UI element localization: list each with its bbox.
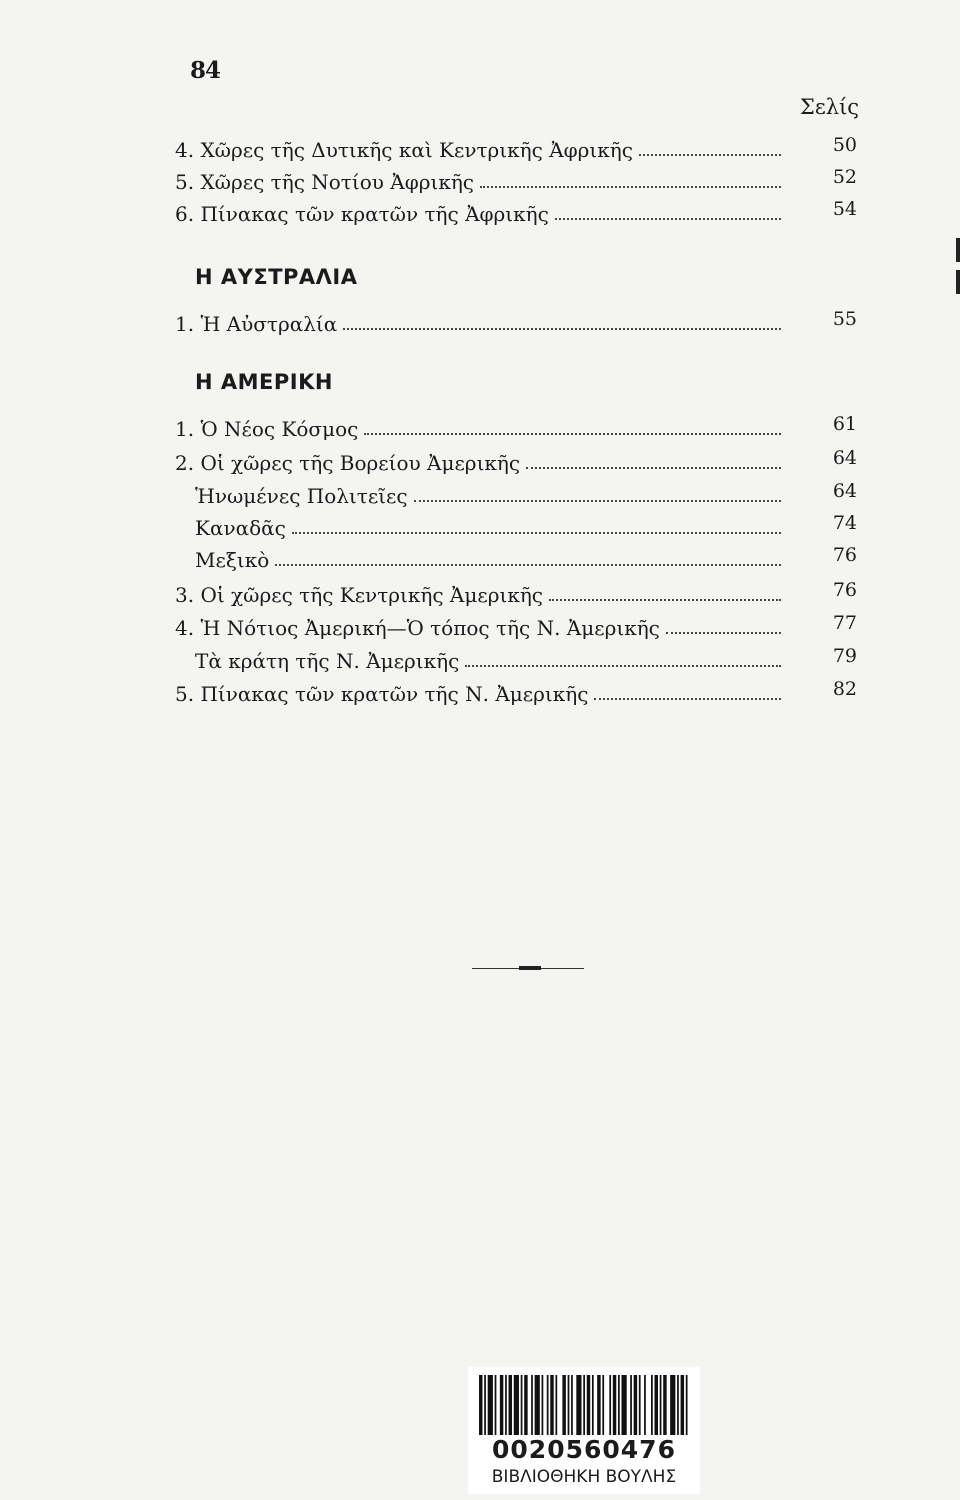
barcode-bar — [634, 1375, 637, 1435]
barcode-bar — [613, 1375, 616, 1435]
scan-edge-mark — [956, 238, 960, 262]
toc-entry — [175, 413, 857, 441]
toc-entry-page: 74 — [832, 512, 857, 534]
toc-entry-page: 82 — [832, 678, 857, 700]
barcode-bar — [686, 1375, 688, 1435]
toc-entry — [175, 308, 857, 336]
leader-dots — [343, 328, 781, 330]
toc-entry-title: Μεξικὸ — [195, 548, 270, 572]
leader-dots — [549, 599, 781, 601]
leader-dots — [364, 433, 781, 435]
toc-entry — [195, 512, 857, 540]
barcode-bar — [602, 1375, 604, 1435]
toc-entry-title: 1. Ἡ Αὐστραλία — [175, 312, 338, 336]
barcode-bar — [630, 1375, 632, 1435]
barcode-bar — [639, 1375, 641, 1435]
leader-dots — [639, 154, 781, 156]
barcode-bar — [531, 1375, 533, 1435]
barcode-bar — [521, 1375, 523, 1435]
divider-ornament — [519, 966, 541, 970]
barcode-bar — [576, 1375, 581, 1435]
toc-entry-page: 52 — [832, 166, 857, 188]
toc-entry-title: 4. Χῶρες τῆς Δυτικῆς καὶ Κεντρικῆς Ἀφρικῆς — [175, 138, 633, 162]
toc-entry — [175, 447, 857, 475]
barcode-bar — [509, 1375, 512, 1435]
toc-entry-title: 4. Ἡ Νότιος Ἀμερική—Ὁ τόπος τῆς Ν. Ἀμερικῆς — [175, 616, 660, 640]
toc-entry-page: 79 — [832, 645, 857, 667]
toc-entry-title: 1. Ὁ Νέος Κόσμος — [175, 417, 359, 441]
barcode-bar — [587, 1375, 590, 1435]
barcode-bar — [500, 1375, 503, 1435]
toc-entry-page: 64 — [832, 480, 857, 502]
leader-dots — [414, 500, 781, 502]
toc-entry-title: 2. Οἱ χῶρες τῆς Βορείου Ἀμερικῆς — [175, 451, 521, 475]
barcode-caption: ΒΙΒΛΙΟΘΗΚΗ ΒΟΥΛΗΣ — [491, 1467, 677, 1487]
leader-dots — [594, 698, 781, 700]
toc-entry — [195, 480, 857, 508]
barcode-bar — [535, 1375, 540, 1435]
page-number: 84 — [190, 57, 221, 84]
toc-entry-page: 55 — [832, 308, 857, 330]
toc-entry — [195, 544, 857, 572]
barcode-bar — [583, 1375, 585, 1435]
barcode-bar — [484, 1375, 486, 1435]
toc-entry-page: 77 — [832, 612, 857, 634]
toc-entry-title: 6. Πίνακας τῶν κρατῶν τῆς Ἀφρικῆς — [175, 202, 549, 226]
barcode-bar — [479, 1375, 482, 1435]
barcode-bar — [568, 1375, 570, 1435]
toc-entry-title: Ἡνωμένες Πολιτεῖες — [195, 484, 408, 508]
leader-dots — [666, 632, 781, 634]
barcode-bar — [495, 1375, 497, 1435]
barcode-bar — [644, 1375, 646, 1435]
barcode-number: 0020560476 — [492, 1435, 676, 1464]
barcode-bar — [571, 1375, 573, 1435]
toc-entry — [175, 579, 857, 607]
scan-edge-mark — [956, 270, 960, 294]
barcode-bar — [550, 1375, 553, 1435]
barcode-bar — [592, 1375, 594, 1435]
toc-entry-page: 76 — [832, 579, 857, 601]
barcode-bars — [479, 1375, 691, 1435]
barcode-bar — [651, 1375, 653, 1435]
toc-entry-title: 5. Χῶρες τῆς Νοτίου Ἀφρικῆς — [175, 170, 475, 194]
toc-entry-page: 54 — [832, 198, 857, 220]
barcode-bar — [609, 1375, 611, 1435]
toc-entry — [175, 198, 857, 226]
barcode-bar — [663, 1375, 666, 1435]
leader-dots — [555, 218, 781, 220]
barcode-bar — [660, 1375, 662, 1435]
leader-dots — [465, 665, 781, 667]
barcode-bar — [677, 1375, 679, 1435]
leader-dots — [526, 467, 781, 469]
section-heading-australia: Η ΑΥΣΤΡΑΛΙΑ — [195, 265, 358, 289]
barcode-bar — [681, 1375, 684, 1435]
barcode-bar — [505, 1375, 507, 1435]
library-barcode — [468, 1367, 700, 1494]
toc-entry-title: 3. Οἱ χῶρες τῆς Κεντρικῆς Ἀμερικῆς — [175, 583, 543, 607]
toc-entry — [175, 612, 857, 640]
toc-entry-page: 64 — [832, 447, 857, 469]
barcode-bar — [514, 1375, 519, 1435]
toc-entry — [175, 678, 857, 706]
toc-entry — [195, 645, 857, 673]
toc-entry-title: 5. Πίνακας τῶν κρατῶν τῆς Ν. Ἀμερικῆς — [175, 682, 589, 706]
barcode-bar — [670, 1375, 675, 1435]
toc-entry — [175, 134, 857, 162]
barcode-bar — [618, 1375, 620, 1435]
toc-entry-title: Τὰ κράτη τῆς Ν. Ἀμερικῆς — [195, 649, 460, 673]
toc-entry-page: 61 — [832, 413, 857, 435]
barcode-bar — [547, 1375, 549, 1435]
barcode-bar — [655, 1375, 658, 1435]
toc-entry-page: 50 — [832, 134, 857, 156]
barcode-bar — [524, 1375, 527, 1435]
leader-dots — [480, 186, 781, 188]
pages-column-label: Σελίς — [800, 95, 860, 119]
leader-dots — [292, 532, 781, 534]
barcode-bar — [542, 1375, 544, 1435]
barcode-bar — [555, 1375, 557, 1435]
leader-dots — [275, 564, 781, 566]
barcode-bar — [597, 1375, 600, 1435]
toc-entry-page: 76 — [832, 544, 857, 566]
barcode-bar — [488, 1375, 493, 1435]
barcode-bar — [621, 1375, 626, 1435]
toc-entry — [175, 166, 857, 194]
barcode-bar — [562, 1375, 565, 1435]
section-heading-america: Η ΑΜΕΡΙΚΗ — [195, 370, 333, 394]
toc-entry-title: Καναδᾶς — [195, 516, 286, 540]
